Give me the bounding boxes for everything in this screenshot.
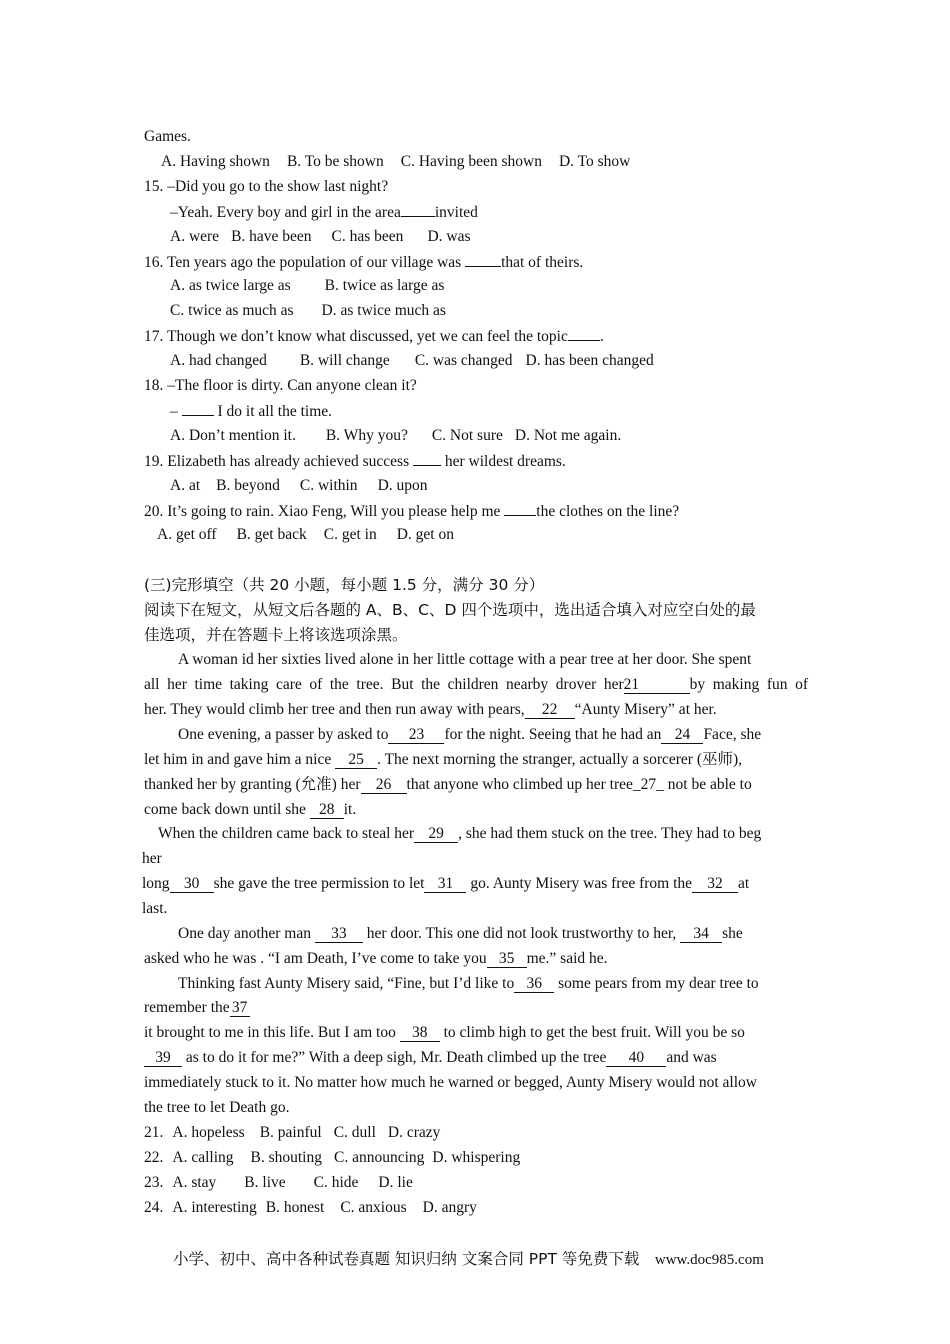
q18-reply: – I do it all the time. bbox=[170, 403, 333, 420]
blank-39: 39 bbox=[144, 1049, 182, 1067]
passage-p3-line3: long 30 she gave the tree permission to let 31 go. Aunty Misery was free from the 32 at bbox=[142, 875, 750, 892]
passage-p4-line1: One day another man 33 her door. This one did not look trustworthy to her, 34 she bbox=[178, 925, 743, 942]
passage-p1-line2: all her time taking care of the tree. But the children nearby drover her21 by making fun of bbox=[144, 676, 808, 693]
passage-p5-line2: remember the 37 bbox=[144, 998, 250, 1018]
q14-stem-tail: Games. bbox=[144, 128, 191, 145]
blank-22: 22 bbox=[525, 701, 575, 719]
passage-p2-line1: One evening, a passer by asked to 23 for the night. Seeing that he had an 24 Face, she bbox=[178, 726, 762, 743]
q17-options: A. had changed B. will change C. was changed D. has been changed bbox=[170, 352, 654, 369]
q23-options: 23. A. stay B. live C. hide D. lie bbox=[144, 1174, 413, 1191]
blank-26: 26 bbox=[361, 776, 407, 794]
passage-p5-line6: the tree to let Death go. bbox=[144, 1099, 290, 1116]
passage-p1-line3: her. They would climb her tree and then run away with pears, 22 “Aunty Misery” at her. bbox=[144, 701, 717, 718]
blank-38: 38 bbox=[400, 1024, 440, 1042]
passage-p2-line2: let him in and gave him a nice 25 . The next morning the stranger, actually a sorcerer (巫师), bbox=[144, 751, 743, 768]
blank-32: 32 bbox=[692, 875, 738, 893]
footer-url[interactable]: www.doc985.com bbox=[654, 1252, 764, 1268]
q17-stem: 17. Though we don’t know what discussed, yet we can feel the topic . bbox=[144, 328, 604, 345]
q18-stem: 18. –The floor is dirty. Can anyone clean it? bbox=[144, 377, 417, 394]
blank-30: 30 bbox=[170, 875, 214, 893]
passage-p5-line4: 39 as to do it for me?” With a deep sigh, Mr. Death climbed up the tree 40 and was bbox=[144, 1048, 717, 1068]
passage-p1-line1: A woman id her sixties lived alone in her little cottage with a pear tree at her door. She spent bbox=[178, 651, 752, 668]
blank-37: 37 bbox=[230, 999, 250, 1017]
footer-text: 小学、初中、高中各种试卷真题 知识归纳 文案合同 PPT 等免费下载 bbox=[173, 1250, 640, 1268]
q14-option-a: A. Having shown bbox=[161, 153, 270, 170]
q24-options: 24. A. interesting B. honest C. anxious D. angry bbox=[144, 1199, 477, 1216]
q20-stem: 20. It’s going to rain. Xiao Feng, Will you please help me the clothes on the line? bbox=[144, 503, 680, 520]
q16-options-row1: A. as twice large as B. twice as large as bbox=[170, 277, 445, 294]
section-heading: (三)完形填空（共 20 小题，每小题 1.5 分，满分 30 分） bbox=[144, 576, 545, 594]
footer bbox=[173, 1247, 764, 1269]
passage-p3-line2: her bbox=[142, 850, 162, 867]
q21-options: 21. A. hopeless B. painful C. dull D. crazy bbox=[144, 1124, 441, 1141]
q20-options: A. get off B. get back C. get in D. get on bbox=[157, 526, 454, 543]
blank-40: 40 bbox=[606, 1049, 666, 1067]
passage-p5-line5: immediately stuck to it. No matter how much he warned or begged, Aunty Misery would not allow bbox=[144, 1074, 757, 1091]
blank-34: 34 bbox=[680, 925, 722, 943]
blank-33: 33 bbox=[315, 925, 363, 943]
passage-p3-line4: last. bbox=[142, 900, 168, 917]
q15-reply: –Yeah. Every boy and girl in the area invited bbox=[170, 204, 478, 221]
blank-24: 24 bbox=[661, 726, 703, 744]
q16-stem: 16. Ten years ago the population of our village was that of theirs. bbox=[144, 254, 584, 271]
q19-options: A. at B. beyond C. within D. upon bbox=[170, 477, 428, 494]
blank-31: 31 bbox=[424, 875, 466, 893]
q15-stem: 15. –Did you go to the show last night? bbox=[144, 178, 389, 195]
blank-29: 29 bbox=[414, 825, 458, 843]
blank-28: 28 bbox=[310, 801, 344, 819]
q15-options: A. were B. have been C. has been D. was bbox=[170, 228, 471, 245]
passage-p3-line1: When the children came back to steal her 29 , she had them stuck on the tree. They had to beg bbox=[158, 825, 762, 842]
section-instruction-line1: 阅读下在短文，从短文后各题的 A、B、C、D 四个选项中，选出适合填入对应空白处的最 bbox=[144, 601, 756, 619]
q16-options-row2: C. twice as much as D. as twice much as bbox=[170, 302, 446, 319]
q14-option-c: C. Having been shown bbox=[400, 153, 542, 170]
passage-p2-line4: come back down until she 28 it. bbox=[144, 801, 357, 818]
passage-p4-line2: asked who he was . “I am Death, I’ve come to take you 35 me.” said he. bbox=[144, 950, 608, 967]
q14-option-d: D. To show bbox=[558, 153, 631, 170]
blank-21: 21 bbox=[624, 676, 690, 694]
blank-36: 36 bbox=[514, 975, 554, 993]
passage-p2-line3: thanked her by granting (允准) her 26 that anyone who climbed up her tree_27_ not be able to bbox=[144, 776, 752, 793]
blank-23: 23 bbox=[388, 726, 444, 744]
section-instruction-line2: 佳选项，并在答题卡上将该选项涂黑。 bbox=[144, 626, 408, 644]
blank-35: 35 bbox=[487, 950, 527, 968]
q22-options: 22. A. calling B. shouting C. announcing D. whispering bbox=[144, 1149, 521, 1166]
q14-option-b: B. To be shown bbox=[286, 153, 384, 170]
blank-25: 25 bbox=[335, 751, 377, 769]
passage-p5-line3: it brought to me in this life. But I am too 38 to climb high to get the best fruit. Will you be so bbox=[144, 1024, 745, 1041]
q19-stem: 19. Elizabeth has already achieved success her wildest dreams. bbox=[144, 453, 566, 470]
q18-options: A. Don’t mention it. B. Why you? C. Not sure D. Not me again. bbox=[170, 427, 622, 444]
q14-options bbox=[161, 152, 630, 172]
passage-p5-line1: Thinking fast Aunty Misery said, “Fine, but I’d like to 36 some pears from my dear tree to bbox=[178, 975, 759, 992]
